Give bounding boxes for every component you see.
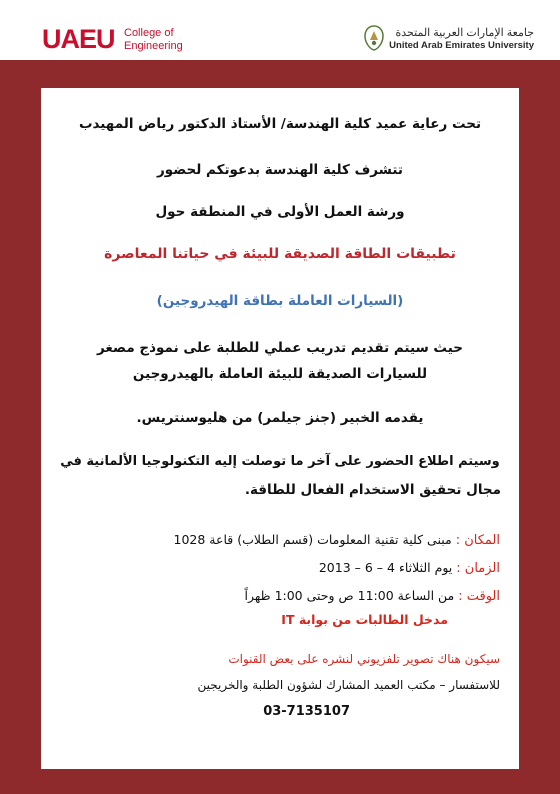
inquiry-line: للاستفسار – مكتب العميد المشارك لشؤون الطلبة والخريجين <box>197 678 500 692</box>
patronage-line: تحت رعاية عميد كلية الهندسة/ الأستاذ الدكتور رياض المهيدب <box>78 116 482 132</box>
training-line-1: حيث سيتم تقديم تدريب عملي للطلبة على نموذج مصغر <box>97 340 463 356</box>
invitation-line: تتشرف كلية الهندسة بدعوتكم لحضور <box>156 162 404 178</box>
university-name <box>389 27 534 52</box>
place-value: مبنى كلية تقنية المعلومات (قسم الطلاب) قاعة 1028 <box>173 532 452 547</box>
poster-content <box>41 88 519 769</box>
header <box>0 0 560 60</box>
expert-line: يقدمه الخبير (جنز جيلمر) من هليوسنتريس. <box>136 410 424 426</box>
time-row <box>60 588 500 604</box>
time-value: من الساعة 11:00 ص وحتى 1:00 ظهراً <box>244 588 455 603</box>
technology-line-2: مجال تحقيق الاستخدام الفعال للطاقة. <box>244 482 501 498</box>
university-name-english: United Arab Emirates University <box>389 40 534 51</box>
place-row <box>60 532 500 548</box>
training-line-2: للسيارات الصديقة للبيئة العاملة بالهيدروجين <box>132 366 428 382</box>
college-line-1: College of <box>124 27 174 39</box>
technology-line-1: وسيتم اطلاع الحضور على آخر ما توصلت إليه التكنولوجيا الألمانية في <box>60 454 500 469</box>
date-value: يوم الثلاثاء 4 – 6 – 2013 <box>318 560 453 575</box>
university-name-arabic: جامعة الإمارات العربية المتحدة <box>395 27 534 39</box>
date-label: الزمان : <box>456 561 500 576</box>
tv-coverage-note: سيكون هناك تصوير تلفزيوني لنشره على بعض القنوات <box>228 652 500 666</box>
college-of-engineering <box>124 27 183 53</box>
college-line-2: Engineering <box>124 40 183 52</box>
date-row <box>60 560 500 576</box>
uaeu-logo: UAEU <box>42 24 115 54</box>
workshop-subtitle: (السيارات العاملة بطاقة الهيدروجين) <box>156 293 404 309</box>
place-label: المكان : <box>455 533 500 548</box>
entrance-note: مدخل الطالبات من بوابة IT <box>281 612 448 627</box>
workshop-title: تطبيقات الطاقة الصديقة للبيئة في حياتنا المعاصرة <box>104 246 456 262</box>
university-emblem-icon <box>362 24 386 52</box>
phone-number: 03-7135107 <box>263 704 350 719</box>
time-label: الوقت : <box>458 589 500 604</box>
workshop-line: ورشة العمل الأولى في المنطقة حول <box>155 204 405 220</box>
